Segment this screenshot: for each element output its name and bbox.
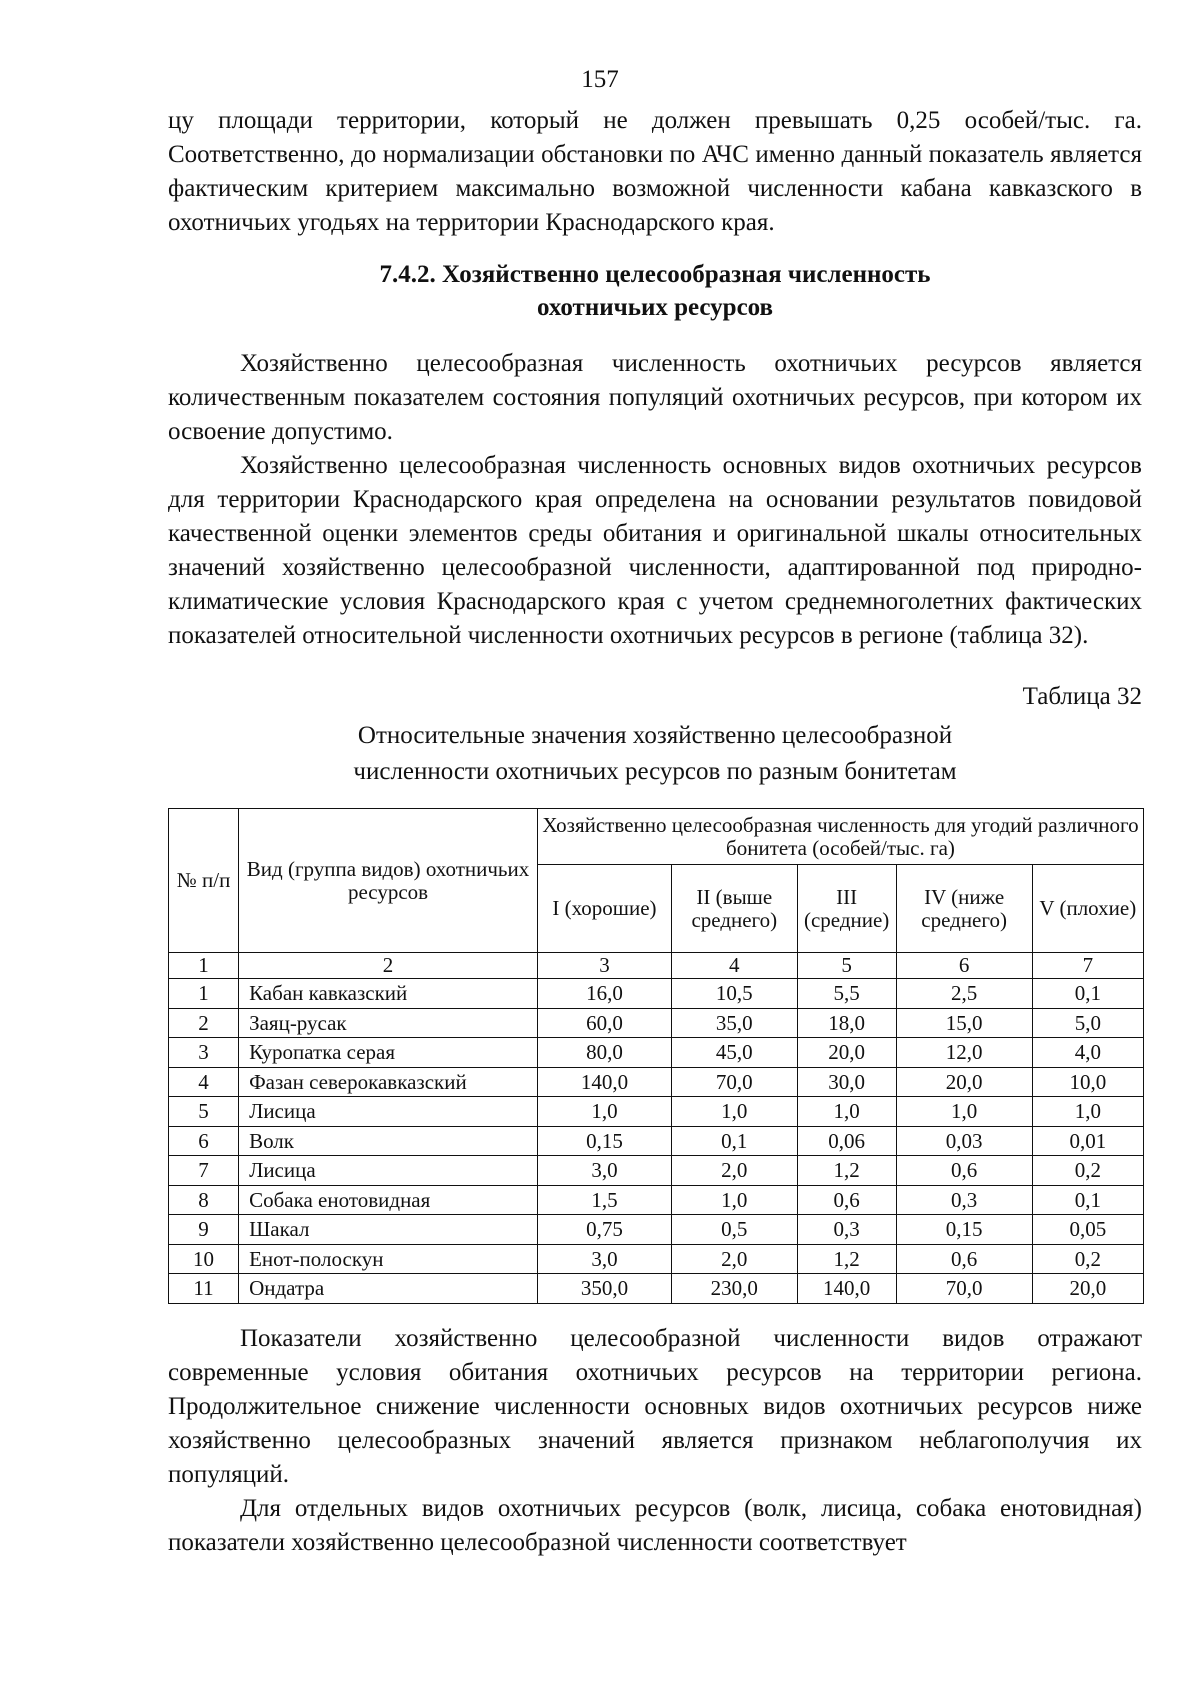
value-cell: 70,0: [671, 1067, 797, 1097]
row-number: 5: [169, 1097, 239, 1127]
species-name: Куропатка серая: [239, 1038, 538, 1068]
value-cell: 1,2: [797, 1156, 896, 1186]
value-cell: 0,3: [896, 1185, 1032, 1215]
value-cell: 1,0: [671, 1097, 797, 1127]
table-row: [169, 1067, 1144, 1097]
table-row: [169, 1008, 1144, 1038]
value-cell: 2,0: [671, 1244, 797, 1274]
species-name: Лисица: [239, 1097, 538, 1127]
value-cell: 20,0: [797, 1038, 896, 1068]
table-row: [169, 1097, 1144, 1127]
column-number: 1: [169, 953, 239, 979]
header-class-1: I (хорошие): [537, 865, 671, 953]
paragraph-2: Хозяйственно целесообразная численность основных видов охотничьих ресурсов для территории Краснодарского края определена на основании результатов повидовой качественной оценки элементов среды обитания и оригинальной шкалы относительных значений хозяйственно целесообразной численности, адаптированной под природно-климатические условия Краснодарского края с учетом среднемноголетних фактических показателей относительной численности охотничьих ресурсов в регионе (таблица 32).: [168, 452, 1142, 649]
value-cell: 0,75: [537, 1215, 671, 1245]
value-cell: 0,2: [1032, 1244, 1143, 1274]
table-row: [169, 1185, 1144, 1215]
paragraph-1: Хозяйственно целесообразная численность охотничьих ресурсов является количественным показателем состояния популяций охотничьих ресурсов, при котором их освоение допустимо.: [168, 350, 1142, 445]
table-label: Таблица 32: [1022, 683, 1142, 710]
table-row: [169, 1126, 1144, 1156]
value-cell: 0,05: [1032, 1215, 1143, 1245]
table-caption-line-1: Относительные значения хозяйственно целесообразной: [357, 722, 953, 749]
species-name: Фазан северокавказский: [239, 1067, 538, 1097]
value-cell: 80,0: [537, 1038, 671, 1068]
value-cell: 1,0: [797, 1097, 896, 1127]
closing-paragraphs-block: [168, 1322, 1142, 1560]
table-row: [169, 979, 1144, 1009]
value-cell: 0,6: [896, 1244, 1032, 1274]
header-group: Хозяйственно целесообразная численность для угодий различного бонитета (особей/тыс. га): [537, 809, 1143, 865]
value-cell: 20,0: [1032, 1274, 1143, 1304]
value-cell: 5,0: [1032, 1008, 1143, 1038]
header-species: Вид (группа видов) охотничьих ресурсов: [239, 809, 538, 953]
value-cell: 15,0: [896, 1008, 1032, 1038]
value-cell: 0,3: [797, 1215, 896, 1245]
species-name: Заяц-русак: [239, 1008, 538, 1038]
intro-paragraph: цу площади территории, который не должен превышать 0,25 особей/тыс. га. Соответственно, до нормализации обстановки по АЧС именно данный показатель является фактическим критерием максимально возможной численности кабана кавказского в охотничьих угодьях на территории Краснодарского края.: [168, 107, 1142, 236]
row-number: 10: [169, 1244, 239, 1274]
value-cell: 16,0: [537, 979, 671, 1009]
species-name: Собака енотовидная: [239, 1185, 538, 1215]
row-number: 2: [169, 1008, 239, 1038]
value-cell: 1,2: [797, 1244, 896, 1274]
table-row: [169, 1156, 1144, 1186]
table-caption-line-2: численности охотничьих ресурсов по разным бонитетам: [353, 758, 957, 785]
value-cell: 60,0: [537, 1008, 671, 1038]
paragraph-4: Для отдельных видов охотничьих ресурсов (волк, лисица, собака енотовидная) показатели хозяйственно целесообразной численности соответствует: [168, 1495, 1142, 1556]
table-row: [169, 1215, 1144, 1245]
value-cell: 0,15: [896, 1215, 1032, 1245]
value-cell: 2,5: [896, 979, 1032, 1009]
value-cell: 0,6: [896, 1156, 1032, 1186]
body-paragraphs-block: [168, 347, 1142, 653]
value-cell: 0,1: [671, 1126, 797, 1156]
intro-paragraph-block: [168, 104, 1142, 240]
row-number: 3: [169, 1038, 239, 1068]
value-cell: 0,01: [1032, 1126, 1143, 1156]
value-cell: 0,15: [537, 1126, 671, 1156]
page-number: 157: [581, 66, 619, 93]
value-cell: 12,0: [896, 1038, 1032, 1068]
section-heading: [168, 258, 1142, 324]
value-cell: 5,5: [797, 979, 896, 1009]
species-name: Волк: [239, 1126, 538, 1156]
value-cell: 30,0: [797, 1067, 896, 1097]
value-cell: 3,0: [537, 1156, 671, 1186]
data-table: [168, 808, 1144, 1304]
table-caption: [168, 718, 1142, 790]
value-cell: 2,0: [671, 1156, 797, 1186]
species-name: Енот-полоскун: [239, 1244, 538, 1274]
species-name: Шакал: [239, 1215, 538, 1245]
row-number: 1: [169, 979, 239, 1009]
species-name: Ондатра: [239, 1274, 538, 1304]
table-row: [169, 1038, 1144, 1068]
row-number: 6: [169, 1126, 239, 1156]
section-heading-line-1: 7.4.2. Хозяйственно целесообразная численность: [379, 261, 931, 288]
row-number: 9: [169, 1215, 239, 1245]
value-cell: 0,06: [797, 1126, 896, 1156]
header-class-4: IV (ниже среднего): [896, 865, 1032, 953]
value-cell: 1,0: [537, 1097, 671, 1127]
value-cell: 10,5: [671, 979, 797, 1009]
header-number: № п/п: [169, 809, 239, 953]
value-cell: 20,0: [896, 1067, 1032, 1097]
value-cell: 0,1: [1032, 1185, 1143, 1215]
value-cell: 1,0: [671, 1185, 797, 1215]
table-row: [169, 1244, 1144, 1274]
column-number: 7: [1032, 953, 1143, 979]
row-number: 7: [169, 1156, 239, 1186]
header-class-5: V (плохие): [1032, 865, 1143, 953]
row-number: 4: [169, 1067, 239, 1097]
value-cell: 140,0: [797, 1274, 896, 1304]
value-cell: 70,0: [896, 1274, 1032, 1304]
value-cell: 0,1: [1032, 979, 1143, 1009]
value-cell: 140,0: [537, 1067, 671, 1097]
value-cell: 0,03: [896, 1126, 1032, 1156]
value-cell: 3,0: [537, 1244, 671, 1274]
value-cell: 45,0: [671, 1038, 797, 1068]
value-cell: 4,0: [1032, 1038, 1143, 1068]
header-class-2: II (выше среднего): [671, 865, 797, 953]
column-number: 4: [671, 953, 797, 979]
value-cell: 18,0: [797, 1008, 896, 1038]
header-class-3: III (средние): [797, 865, 896, 953]
column-number: 5: [797, 953, 896, 979]
species-name: Лисица: [239, 1156, 538, 1186]
value-cell: 35,0: [671, 1008, 797, 1038]
row-number: 8: [169, 1185, 239, 1215]
column-number: 6: [896, 953, 1032, 979]
value-cell: 0,5: [671, 1215, 797, 1245]
value-cell: 0,6: [797, 1185, 896, 1215]
row-number: 11: [169, 1274, 239, 1304]
value-cell: 10,0: [1032, 1067, 1143, 1097]
value-cell: 1,0: [896, 1097, 1032, 1127]
value-cell: 230,0: [671, 1274, 797, 1304]
column-number: 3: [537, 953, 671, 979]
species-name: Кабан кавказский: [239, 979, 538, 1009]
section-heading-line-2: охотничьих ресурсов: [536, 294, 774, 321]
table-row: [169, 1274, 1144, 1304]
value-cell: 1,5: [537, 1185, 671, 1215]
value-cell: 1,0: [1032, 1097, 1143, 1127]
value-cell: 350,0: [537, 1274, 671, 1304]
column-number: 2: [239, 953, 538, 979]
value-cell: 0,2: [1032, 1156, 1143, 1186]
paragraph-3: Показатели хозяйственно целесообразной численности видов отражают современные условия обитания охотничьих ресурсов на территории региона. Продолжительное снижение численности основных видов охотничьих ресурсов ниже хозяйственно целесообразных значений является признаком неблагополучия их популяций.: [168, 1325, 1142, 1488]
